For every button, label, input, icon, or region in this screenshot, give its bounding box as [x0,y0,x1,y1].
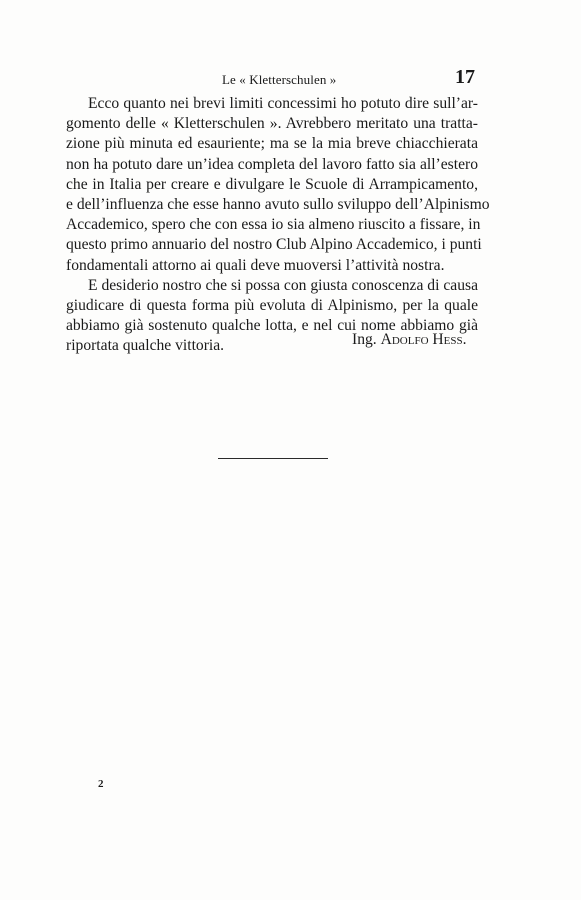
text-line: fondamentali attorno ai quali deve muoversi l’attività nostra. [66,256,445,274]
text-line: non ha potuto dare un’idea completa del lavoro fatto sia all’estero [66,155,478,173]
paragraph-1 [66,94,490,276]
body-text [66,94,490,357]
author-name: Adolfo Hess. [380,331,467,348]
printer-signature-mark: 2 [98,778,104,790]
section-divider [218,458,328,459]
text-line: zione più minuta ed esauriente; ma se la mia breve chiacchierata [66,135,478,153]
text-line: Accademico, spero che con essa io sia almeno riuscito a fissare, in [66,216,481,234]
author-signature [352,331,467,349]
text-line: Ecco quanto nei brevi limiti concessimi ho potuto dire sull’ar- [88,95,478,112]
author-title: Ing. [352,331,381,348]
text-line: E desiderio nostro che si possa con giusta conoscenza di causa [88,276,478,294]
text-line: questo primo annuario del nostro Club Alpino Accademico, i punti [66,236,482,254]
text-line: che in Italia per creare e divulgare le Scuole di Arrampicamento, [66,175,478,193]
page-number: 17 [455,66,475,88]
running-title: Le « Kletterschulen » [222,72,337,87]
text-line: gomento delle « Kletterschulen ». Avrebbero meritato una tratta- [66,115,478,133]
text-line: abbiamo già sostenuto qualche lotta, e nel cui nome abbiamo già [66,317,478,335]
text-line: giudicare di questa forma più evoluta di Alpinismo, per la quale [66,297,478,315]
text-line: e dell’influenza che esse hanno avuto sullo sviluppo dell’Alpinismo [66,196,490,214]
text-line: riportata qualche vittoria. [66,337,225,355]
